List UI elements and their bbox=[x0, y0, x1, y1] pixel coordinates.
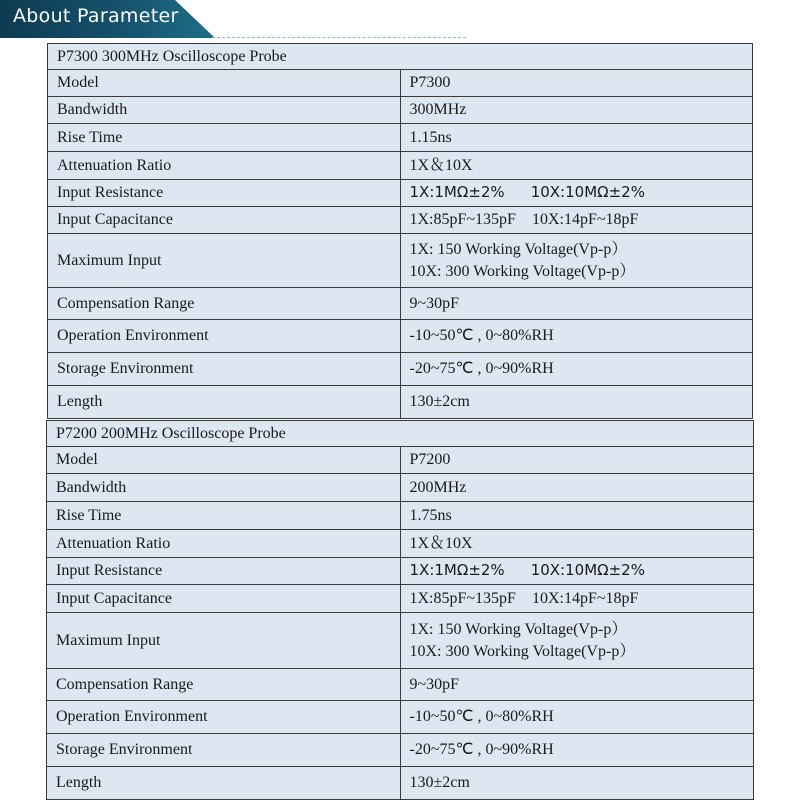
table-row bbox=[48, 234, 753, 288]
row-label: Model bbox=[48, 70, 401, 97]
row-label: Bandwidth bbox=[47, 474, 401, 502]
row-label: Model bbox=[47, 447, 401, 474]
row-value: P7200 bbox=[400, 447, 754, 474]
row-label: Operation Environment bbox=[47, 701, 401, 734]
row-value: 9~30pF bbox=[400, 669, 754, 701]
row-label: Bandwidth bbox=[48, 97, 401, 124]
value-10x: 10X:10MΩ±2% bbox=[530, 561, 645, 580]
row-label: Input Capacitance bbox=[48, 207, 401, 234]
value-1x: 1X:1MΩ±2% bbox=[409, 561, 505, 580]
spec-table-p7300 bbox=[47, 43, 753, 419]
row-label: Compensation Range bbox=[47, 669, 401, 701]
table-row bbox=[47, 502, 754, 530]
value-1x: 1X: 150 Working Voltage(Vp-p） bbox=[409, 240, 628, 258]
row-label: Input Resistance bbox=[47, 558, 401, 585]
table-row bbox=[47, 474, 754, 502]
table-row bbox=[47, 558, 754, 585]
header-divider bbox=[212, 37, 466, 38]
table-row bbox=[47, 447, 754, 474]
row-value: 9~30pF bbox=[400, 288, 753, 320]
row-label: Rise Time bbox=[48, 124, 401, 152]
row-value bbox=[400, 207, 753, 234]
table-row bbox=[47, 701, 754, 734]
row-label: Operation Environment bbox=[48, 320, 401, 353]
table-title: P7300 300MHz Oscilloscope Probe bbox=[48, 44, 753, 70]
value-10x: 10X: 300 Working Voltage(Vp-p） bbox=[409, 262, 636, 280]
row-value: 1.75ns bbox=[400, 502, 754, 530]
row-value: -20~75℃ , 0~90%RH bbox=[400, 734, 754, 767]
row-value: -20~75℃ , 0~90%RH bbox=[400, 353, 753, 386]
value-10x: 10X: 300 Working Voltage(Vp-p） bbox=[409, 642, 636, 660]
row-label: Storage Environment bbox=[47, 734, 401, 767]
table-row bbox=[48, 124, 753, 152]
row-value bbox=[400, 180, 753, 207]
table-row bbox=[48, 386, 753, 419]
row-value bbox=[400, 613, 754, 669]
row-value: 130±2cm bbox=[400, 767, 754, 800]
row-value: -10~50℃ , 0~80%RH bbox=[400, 320, 753, 353]
table-row bbox=[47, 585, 754, 613]
row-value: 200MHz bbox=[400, 474, 754, 502]
table-row bbox=[47, 669, 754, 701]
section-title: About Parameter bbox=[13, 5, 179, 27]
row-value: 300MHz bbox=[400, 97, 753, 124]
row-label: Compensation Range bbox=[48, 288, 401, 320]
row-label: Maximum Input bbox=[48, 234, 401, 288]
row-label: Rise Time bbox=[47, 502, 401, 530]
row-value bbox=[400, 234, 753, 288]
row-value: 1.15ns bbox=[400, 124, 753, 152]
value-1x: 1X:85pF~135pF bbox=[409, 211, 516, 229]
table-row bbox=[48, 152, 753, 180]
table-row bbox=[47, 530, 754, 558]
table-title: P7200 200MHz Oscilloscope Probe bbox=[47, 421, 754, 447]
value-1x: 1X: 150 Working Voltage(Vp-p） bbox=[409, 620, 628, 638]
row-value: -10~50℃ , 0~80%RH bbox=[400, 701, 754, 734]
row-value: P7300 bbox=[400, 70, 753, 97]
row-label: Attenuation Ratio bbox=[48, 152, 401, 180]
table-row bbox=[48, 320, 753, 353]
table-row bbox=[48, 288, 753, 320]
value-10x: 10X:14pF~18pF bbox=[531, 211, 639, 229]
row-label: Length bbox=[48, 386, 401, 419]
table-row bbox=[48, 353, 753, 386]
row-label: Length bbox=[47, 767, 401, 800]
table-row bbox=[48, 180, 753, 207]
spec-table-p7200 bbox=[46, 420, 754, 800]
value-1x: 1X:1MΩ±2% bbox=[409, 183, 505, 202]
row-label: Storage Environment bbox=[48, 353, 401, 386]
value-1x: 1X:85pF~135pF bbox=[409, 589, 516, 607]
row-value: 1X＆10X bbox=[400, 152, 753, 180]
row-value: 1X＆10X bbox=[400, 530, 754, 558]
table-row bbox=[47, 613, 754, 669]
table-row bbox=[47, 767, 754, 800]
table-row bbox=[48, 70, 753, 97]
row-value bbox=[400, 558, 754, 585]
value-10x: 10X:10MΩ±2% bbox=[530, 183, 645, 202]
row-value bbox=[400, 585, 754, 613]
row-label: Input Capacitance bbox=[47, 585, 401, 613]
table-row bbox=[48, 97, 753, 124]
row-label: Input Resistance bbox=[48, 180, 401, 207]
table-row bbox=[48, 207, 753, 234]
table-title-row bbox=[47, 421, 754, 447]
table-row bbox=[47, 734, 754, 767]
value-10x: 10X:14pF~18pF bbox=[531, 589, 639, 607]
table-title-row bbox=[48, 44, 753, 70]
row-label: Attenuation Ratio bbox=[47, 530, 401, 558]
row-value: 130±2cm bbox=[400, 386, 753, 419]
row-label: Maximum Input bbox=[47, 613, 401, 669]
